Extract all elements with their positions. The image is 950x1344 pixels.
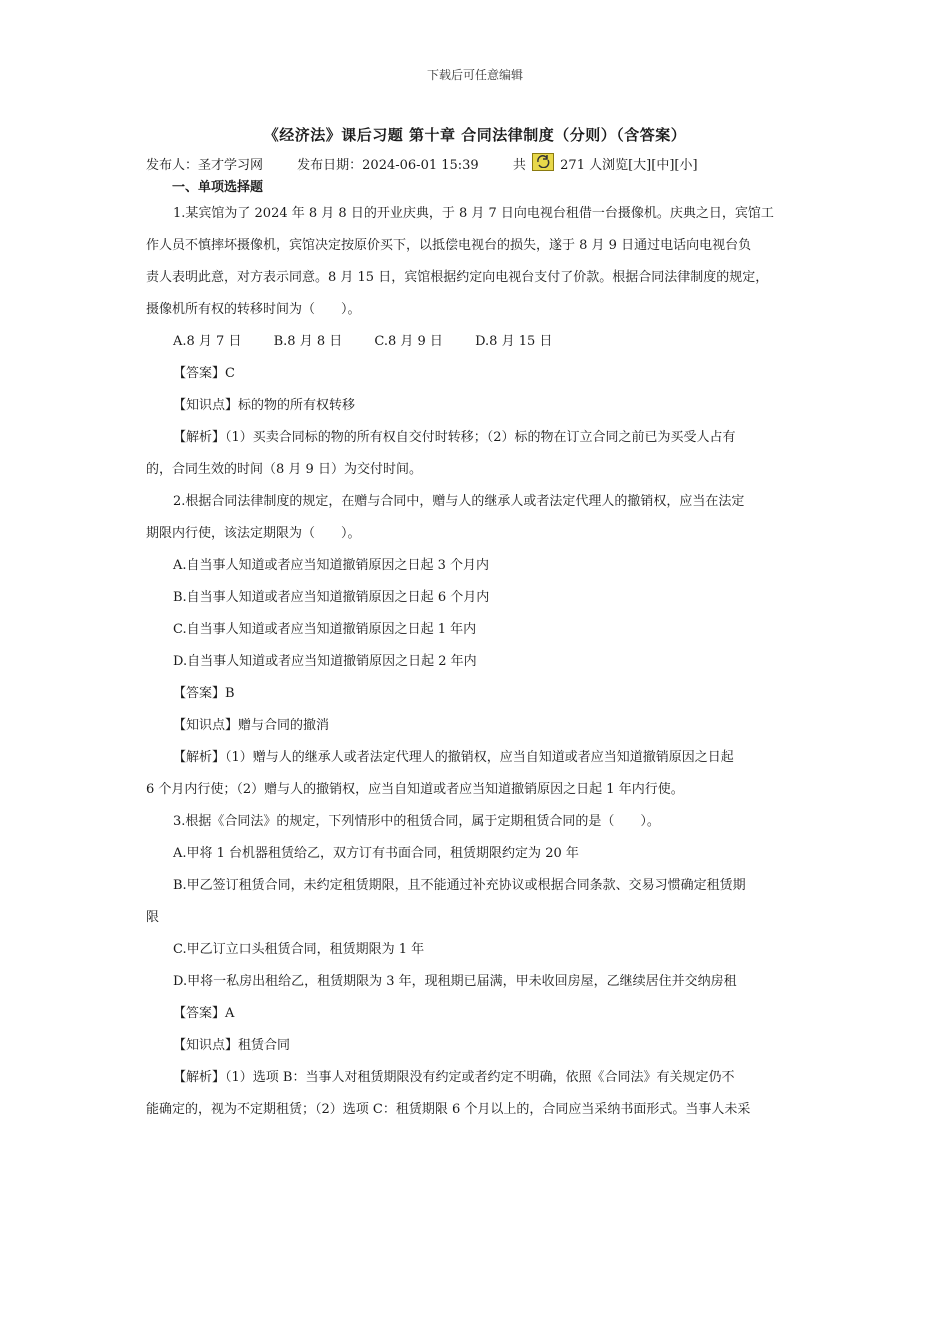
- q1-option-b: B.8 月 8 日: [273, 334, 343, 349]
- q1-stem-line: 责人表明此意，对方表示同意。8 月 15 日，宾馆根据约定向电视台支付了价款。根据合同法律制度的规定，: [146, 270, 769, 285]
- q1-option-c: C.8 月 9 日: [374, 334, 443, 349]
- views-prefix: 共: [512, 158, 526, 173]
- q3-analysis-line: 能确定的，视为不定期租赁；（2）选项 C：租赁期限 6 个月以上的，合同应当采纳书面形式。当事人未采: [146, 1102, 751, 1117]
- q2-option-d: D.自当事人知道或者应当知道撤销原因之日起 2 年内: [173, 654, 477, 669]
- q1-answer: 【答案】C: [173, 366, 235, 381]
- q2-knowledge: 【知识点】赠与合同的撤消: [173, 718, 330, 733]
- refresh-icon: [532, 153, 554, 171]
- q1-option-d: D.8 月 15 日: [475, 334, 553, 349]
- q1-option-a: A.8 月 7 日: [173, 334, 242, 349]
- q2-stem-line: 期限内行使，该法定期限为（ ）。: [146, 526, 361, 541]
- q1-stem-line: 作人员不慎摔坏摄像机，宾馆决定按原价买下，以抵偿电视台的损失，遂于 8 月 9 日通过电话向电视台负: [146, 238, 752, 253]
- q3-option-b-line: B.甲乙签订租赁合同，未约定租赁期限，且不能通过补充协议或根据合同条款、交易习惯确定租赁期: [173, 878, 746, 893]
- q1-analysis-line: 的，合同生效的时间（8 月 9 日）为交付时间。: [146, 462, 422, 477]
- q3-knowledge: 【知识点】租赁合同: [173, 1038, 291, 1053]
- q3-option-a: A.甲将 1 台机器租赁给乙，双方订有书面合同，租赁期限约定为 20 年: [173, 846, 579, 861]
- q2-analysis-line: 6 个月内行使；（2）赠与人的撤销权，应当自知道或者应当知道撤销原因之日起 1 年内行使。: [146, 782, 684, 797]
- view-count[interactable]: 271 人浏览[大][中][小]: [560, 158, 698, 173]
- publish-meta: [146, 153, 698, 173]
- q3-stem-line: 3.根据《合同法》的规定，下列情形中的租赁合同，属于定期租赁合同的是（ ）。: [173, 814, 660, 829]
- q1-analysis-line: 【解析】（1）买卖合同标的物的所有权自交付时转移；（2）标的物在订立合同之前已为买受人占有: [173, 430, 736, 445]
- q3-option-b-line: 限: [146, 910, 160, 925]
- q1-options: [146, 326, 816, 358]
- q2-option-a: A.自当事人知道或者应当知道撤销原因之日起 3 个月内: [173, 558, 490, 573]
- q1-knowledge: 【知识点】标的物的所有权转移: [173, 398, 356, 413]
- publish-date: 发布日期：2024-06-01 15:39: [297, 158, 479, 173]
- q2-option-c: C.自当事人知道或者应当知道撤销原因之日起 1 年内: [173, 622, 477, 637]
- document-body: [146, 176, 816, 1126]
- q2-answer: 【答案】B: [173, 686, 235, 701]
- q2-analysis-line: 【解析】（1）赠与人的继承人或者法定代理人的撤销权，应当自知道或者应当知道撤销原因之日起: [173, 750, 734, 765]
- document-title: 《经济法》课后习题 第十章 合同法律制度（分则）（含答案）: [263, 126, 687, 144]
- q1-stem-line: 摄像机所有权的转移时间为（ ）。: [146, 302, 361, 317]
- section-heading: 一、单项选择题: [172, 180, 264, 195]
- q3-option-d: D.甲将一私房出租给乙，租赁期限为 3 年，现租期已届满，甲未收回房屋，乙继续居住并交纳房租: [173, 974, 737, 989]
- publisher: 发布人：圣才学习网: [146, 158, 264, 173]
- q3-answer: 【答案】A: [173, 1006, 235, 1021]
- header-note: 下载后可任意编辑: [426, 68, 523, 82]
- q2-stem-line: 2.根据合同法律制度的规定，在赠与合同中，赠与人的继承人或者法定代理人的撤销权，应当在法定: [173, 494, 745, 509]
- q1-stem-line: 1.某宾馆为了 2024 年 8 月 8 日的开业庆典，于 8 月 7 日向电视台租借一台摄像机。庆典之日，宾馆工: [173, 206, 774, 221]
- q3-analysis-line: 【解析】（1）选项 B：当事人对租赁期限没有约定或者约定不明确，依照《合同法》有关规定仍不: [173, 1070, 735, 1085]
- q3-option-c: C.甲乙订立口头租赁合同，租赁期限为 1 年: [173, 942, 425, 957]
- q2-option-b: B.自当事人知道或者应当知道撤销原因之日起 6 个月内: [173, 590, 490, 605]
